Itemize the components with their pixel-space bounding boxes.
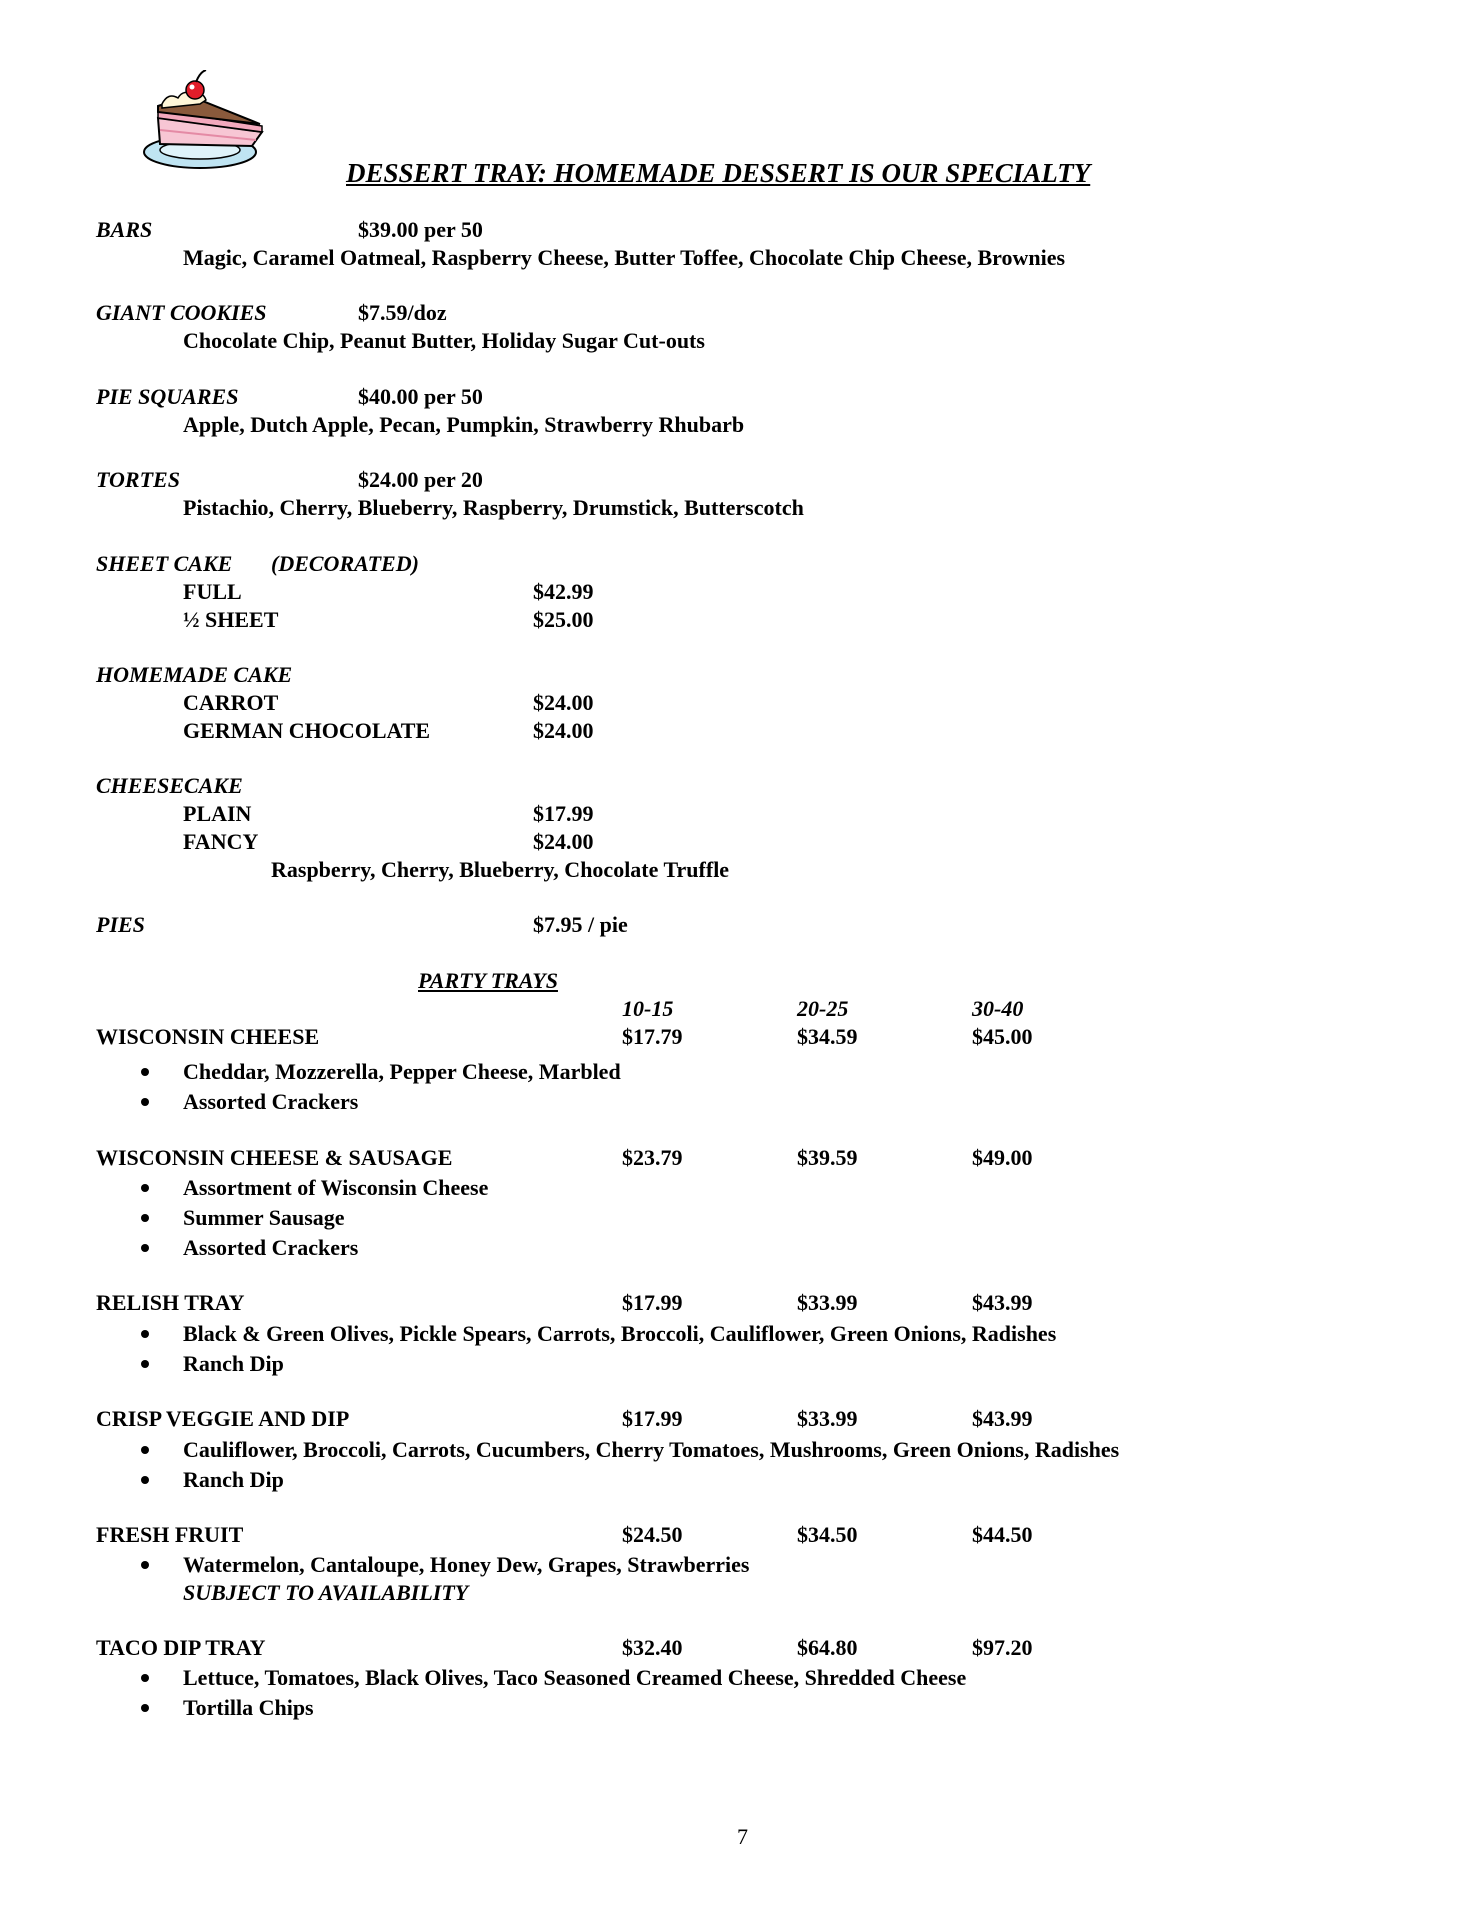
bullet-icon	[141, 1704, 149, 1712]
tray-price: $17.99	[622, 1290, 683, 1315]
tray-price: $45.00	[972, 1024, 1033, 1049]
tray-bullet: Assortment of Wisconsin Cheese	[183, 1175, 489, 1200]
tortes-name: TORTES	[96, 467, 180, 492]
tray-name: WISCONSIN CHEESE	[96, 1024, 320, 1049]
tray-name: RELISH TRAY	[96, 1290, 245, 1315]
tray-bullet: Tortilla Chips	[183, 1695, 314, 1720]
plain-price: $17.99	[533, 801, 594, 826]
bullet-icon	[141, 1098, 149, 1106]
bullet-icon	[141, 1184, 149, 1192]
tray-price: $64.80	[797, 1635, 858, 1660]
bullet-icon	[141, 1476, 149, 1484]
cheesecake-name: CHEESECAKE	[96, 773, 243, 798]
tray-bullet: Cheddar, Mozzerella, Pepper Cheese, Marbled	[183, 1059, 621, 1084]
tray-price: $24.50	[622, 1522, 683, 1547]
tray-bullet: Black & Green Olives, Pickle Spears, Carrots, Broccoli, Cauliflower, Green Onions, Radishes	[183, 1321, 1057, 1346]
bullet-icon	[141, 1561, 149, 1569]
cookies-items: Chocolate Chip, Peanut Butter, Holiday Sugar Cut-outs	[183, 328, 705, 353]
tray-bullet: Assorted Crackers	[183, 1089, 359, 1114]
page-title: DESSERT TRAY: HOMEMADE DESSERT IS OUR SPECIALTY	[346, 158, 1091, 188]
tray-price: $43.99	[972, 1290, 1033, 1315]
tortes-price: $24.00 per 20	[358, 467, 483, 492]
bullet-icon	[141, 1068, 149, 1076]
tray-price: $43.99	[972, 1406, 1033, 1431]
tray-bullet: Ranch Dip	[183, 1467, 284, 1492]
carrot-label: CARROT	[183, 690, 279, 715]
fancy-flavors: Raspberry, Cherry, Blueberry, Chocolate Truffle	[271, 857, 730, 882]
sheet-full-price: $42.99	[533, 579, 594, 604]
tray-price: $34.59	[797, 1024, 858, 1049]
bullet-icon	[141, 1330, 149, 1338]
bullet-icon	[141, 1244, 149, 1252]
bullet-icon	[141, 1446, 149, 1454]
pie-squares-price: $40.00 per 50	[358, 384, 483, 409]
tray-bullet: Watermelon, Cantaloupe, Honey Dew, Grapes, Strawberries	[183, 1552, 750, 1577]
column-10-15: 10-15	[622, 996, 674, 1021]
tray-price: $97.20	[972, 1635, 1033, 1660]
tray-price: $32.40	[622, 1635, 683, 1660]
tray-price: $33.99	[797, 1406, 858, 1431]
tray-bullet: Assorted Crackers	[183, 1235, 359, 1260]
pies-price: $7.95 / pie	[533, 912, 628, 937]
german-chocolate-price: $24.00	[533, 718, 594, 743]
cookies-price: $7.59/doz	[358, 300, 447, 325]
bars-price: $39.00 per 50	[358, 217, 483, 242]
sheet-half-label: ½ SHEET	[183, 607, 279, 632]
party-trays-heading: PARTY TRAYS	[418, 968, 558, 993]
sheet-cake-name: SHEET CAKE	[96, 551, 233, 576]
bullet-icon	[141, 1360, 149, 1368]
tray-name: FRESH FRUIT	[96, 1522, 244, 1547]
cookies-name: GIANT COOKIES	[96, 300, 267, 325]
tray-bullet: Summer Sausage	[183, 1205, 345, 1230]
tray-price: $33.99	[797, 1290, 858, 1315]
fancy-label: FANCY	[183, 829, 259, 854]
column-20-25: 20-25	[797, 996, 849, 1021]
tray-bullet: Ranch Dip	[183, 1351, 284, 1376]
fancy-price: $24.00	[533, 829, 594, 854]
tray-price: $49.00	[972, 1145, 1033, 1170]
column-30-40: 30-40	[972, 996, 1024, 1021]
page-number: 7	[737, 1824, 748, 1849]
pie-squares-items: Apple, Dutch Apple, Pecan, Pumpkin, Strawberry Rhubarb	[183, 412, 745, 437]
sheet-full-label: FULL	[183, 579, 242, 604]
bullet-icon	[141, 1674, 149, 1682]
tray-price: $44.50	[972, 1522, 1033, 1547]
pies-name: PIES	[96, 912, 145, 937]
plain-label: PLAIN	[183, 801, 252, 826]
tray-price: $17.99	[622, 1406, 683, 1431]
bars-items: Magic, Caramel Oatmeal, Raspberry Cheese, Butter Toffee, Chocolate Chip Cheese, Brownies	[183, 245, 1066, 270]
availability-note: SUBJECT TO AVAILABILITY	[183, 1580, 469, 1605]
pie-squares-name: PIE SQUARES	[96, 384, 239, 409]
tray-price: $23.79	[622, 1145, 683, 1170]
tray-name: WISCONSIN CHEESE & SAUSAGE	[96, 1145, 453, 1170]
german-chocolate-label: GERMAN CHOCOLATE	[183, 718, 431, 743]
tray-price: $34.50	[797, 1522, 858, 1547]
sheet-cake-note: (DECORATED)	[271, 551, 419, 576]
bullet-icon	[141, 1214, 149, 1222]
homemade-cake-name: HOMEMADE CAKE	[96, 662, 293, 687]
tortes-items: Pistachio, Cherry, Blueberry, Raspberry, Drumstick, Butterscotch	[183, 495, 804, 520]
tray-price: $17.79	[622, 1024, 683, 1049]
tray-price: $39.59	[797, 1145, 858, 1170]
sheet-half-price: $25.00	[533, 607, 594, 632]
tray-name: TACO DIP TRAY	[96, 1635, 266, 1660]
tray-bullet: Lettuce, Tomatoes, Black Olives, Taco Seasoned Creamed Cheese, Shredded Cheese	[183, 1665, 967, 1690]
tray-name: CRISP VEGGIE AND DIP	[96, 1406, 350, 1431]
tray-bullet: Cauliflower, Broccoli, Carrots, Cucumbers, Cherry Tomatoes, Mushrooms, Green Onions, Radishes	[183, 1437, 1120, 1462]
cake-slice-icon	[140, 70, 280, 175]
bars-name: BARS	[96, 217, 153, 242]
carrot-price: $24.00	[533, 690, 594, 715]
